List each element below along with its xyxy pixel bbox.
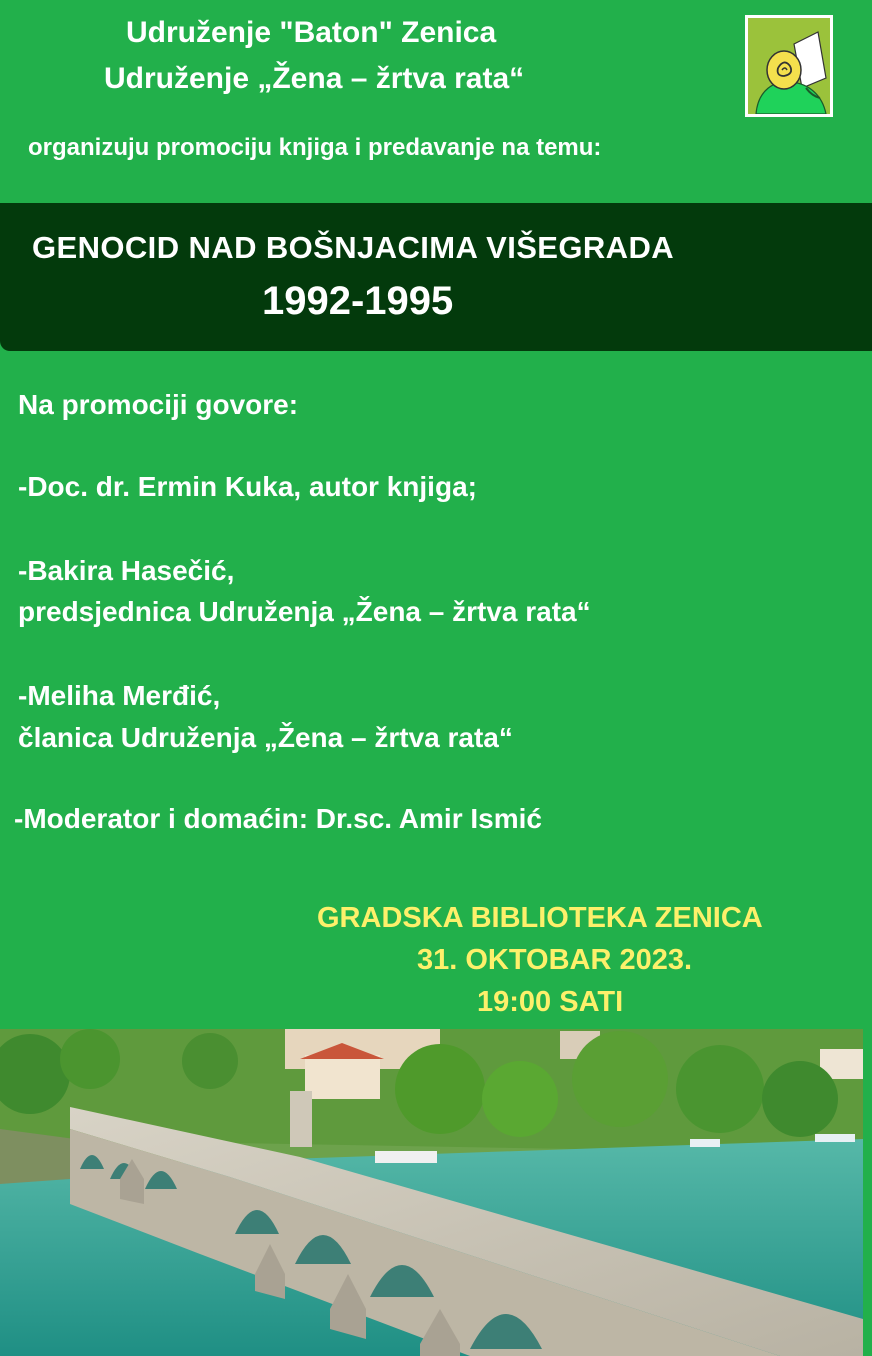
stone-arch-bridge-over-river-image: [0, 1029, 863, 1356]
speakers-heading: Na promociji govore:: [18, 389, 299, 420]
intro-text: organizuju promociju knjiga i predavanje na temu:: [28, 134, 602, 161]
speaker-line: -Doc. dr. Ermin Kuka, autor knjiga;: [18, 471, 477, 502]
event-venue: GRADSKA BIBLIOTEKA ZENICA: [317, 902, 763, 934]
event-years: 1992-1995: [262, 279, 454, 323]
reader-with-book-icon: [745, 15, 833, 117]
speaker-line: predsjednica Udruženja „Žena – žrtva rata“: [18, 596, 591, 627]
speaker-line: članica Udruženja „Žena – žrtva rata“: [18, 722, 513, 753]
event-time: 19:00 SATI: [477, 986, 624, 1018]
title-banner: [0, 203, 872, 351]
event-title: GENOCID NAD BOŠNJACIMA VIŠEGRADA: [32, 230, 675, 265]
moderator-line: -Moderator i domaćin: Dr.sc. Amir Ismić: [14, 803, 542, 834]
organizer-zena-zrtva-rata: Udruženje „Žena – žrtva rata“: [104, 62, 525, 95]
event-date: 31. OKTOBAR 2023.: [417, 944, 693, 976]
organizer-baton: Udruženje "Baton" Zenica: [126, 16, 497, 49]
speaker-line: -Meliha Merđić,: [18, 680, 221, 711]
speaker-line: -Bakira Hasečić,: [18, 555, 235, 586]
